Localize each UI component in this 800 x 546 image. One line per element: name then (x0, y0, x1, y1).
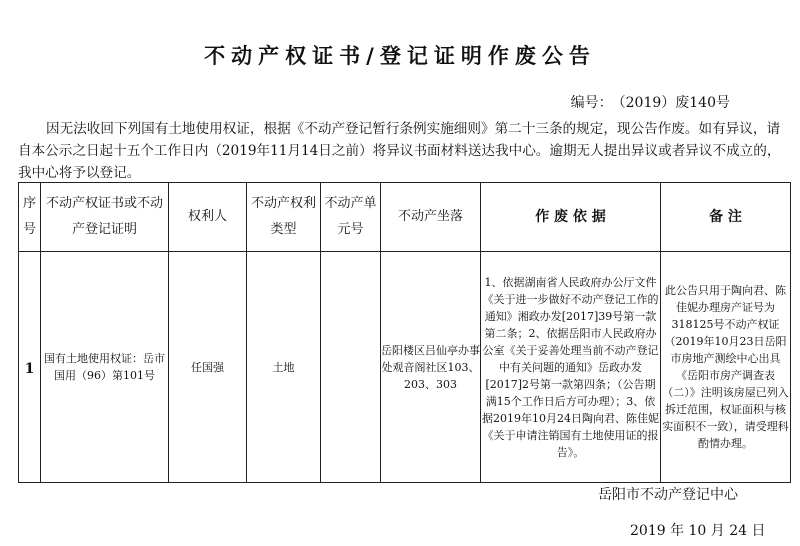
cell-cert: 国有土地使用权证：岳市国用（96）第101号 (41, 252, 169, 483)
header-seq: 序号 (19, 183, 41, 252)
header-right-type: 不动产权利类型 (247, 183, 321, 252)
cell-basis: 1、依据湖南省人民政府办公厅文件《关于进一步做好不动产登记工作的通知》湘政办发[2017]39号第一款第二条；2、依据岳阳市人民政府办公室《关于妥善处理当前不动产登记中有关问题的通知》岳政办发[2017]2号第一款第四条；（公告期满15个工作日后方可办理）；3、依据2019年10月24日陶向君、陈佳妮《关于申请注销国有土地使用证的报告》。 (481, 252, 661, 483)
issue-date: 2019 年 10 月 24 日 (630, 523, 766, 539)
header-location: 不动产坐落 (381, 183, 481, 252)
cell-owner: 任国强 (169, 252, 247, 483)
cell-unit-no (321, 252, 381, 483)
table-row (19, 252, 791, 483)
header-owner: 权利人 (169, 183, 247, 252)
document-number (565, 92, 730, 112)
cell-seq-text: 1 (24, 361, 35, 377)
header-remarks: 备 注 (661, 183, 791, 252)
page-title: 不动产权证书/登记证明作废公告 (204, 44, 596, 68)
table-header-row (19, 183, 791, 252)
intro-paragraph: 因无法收回下列国有土地使用权证，根据《不动产登记暂行条例实施细则》第二十三条的规定，现公告作废。如有异议，请自本公示之日起十五个工作日内（2019年11月14日之前）将异议书面材料送达我中心。逾期无人提出异议或者异议不成立的，我中心将予以登记。 (18, 121, 781, 181)
document-number-value: （2019）废140号 (618, 95, 730, 111)
header-cert: 不动产权证书或不动产登记证明 (41, 183, 169, 252)
document-number-label: 编号： (570, 95, 613, 111)
issuer: 岳阳市不动产登记中心 (598, 487, 738, 503)
cell-right-type: 土地 (247, 252, 321, 483)
cell-remarks: 此公告只用于陶向君、陈佳妮办理房产证号为318125号不动产权证（2019年10月23日岳阳市房地产测绘中心出具《岳阳市房产调查表（二）》注明该房屋已列入拆迁范围，权证面积与核实面积不一致），请受理科酌情办理。 (661, 252, 791, 483)
cell-location: 岳阳楼区吕仙亭办事处观音阁社区103、203、303 (381, 252, 481, 483)
cell-seq (19, 252, 41, 483)
announcement-table (18, 182, 791, 483)
header-basis: 作 废 依 据 (481, 183, 661, 252)
header-unit-no: 不动产单元号 (321, 183, 381, 252)
